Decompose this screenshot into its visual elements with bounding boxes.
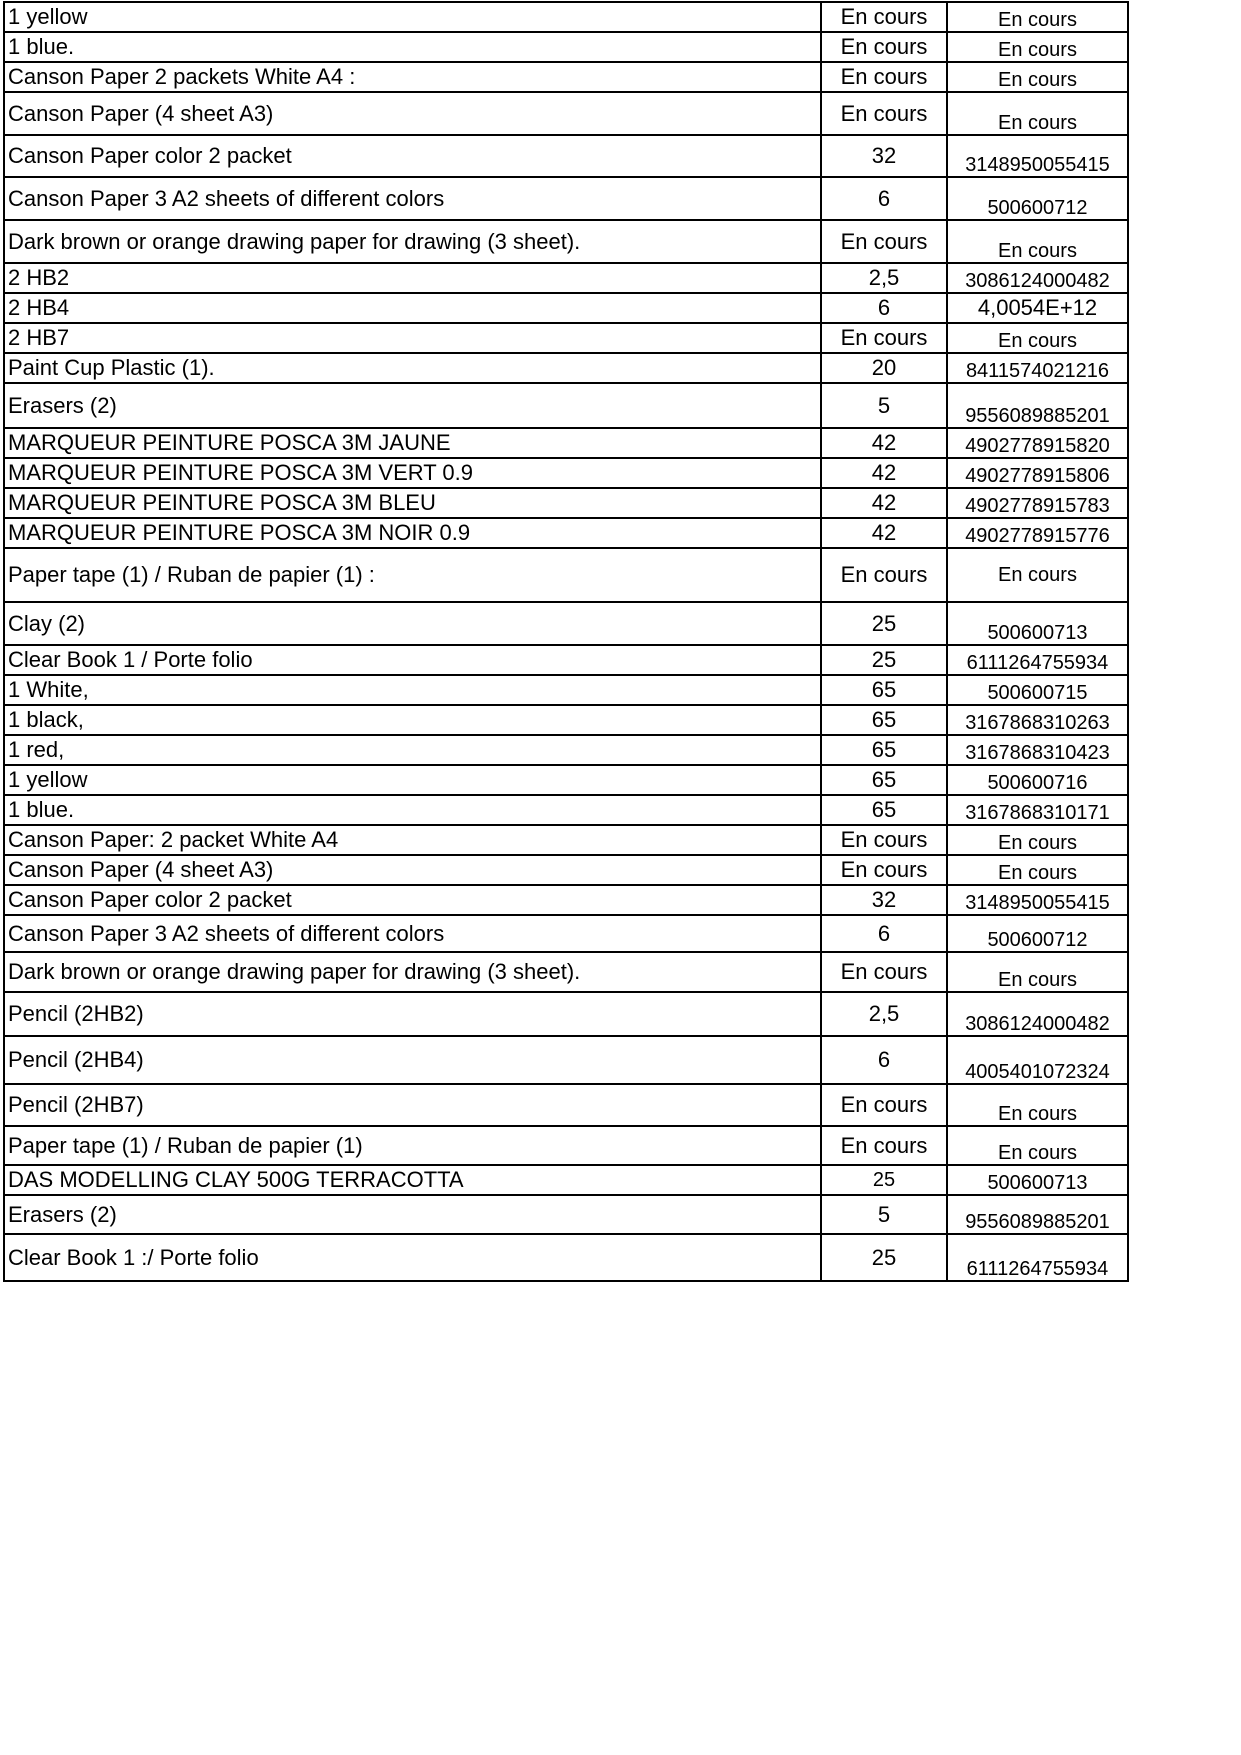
table-row: [4, 1126, 1128, 1165]
item-description: Canson Paper (4 sheet A3): [4, 92, 821, 135]
item-price: 42: [821, 458, 947, 488]
item-description: Pencil (2HB2): [4, 992, 821, 1036]
item-description: DAS MODELLING CLAY 500G TERRACOTTA: [4, 1165, 821, 1195]
item-code: 6111264755934: [947, 645, 1128, 675]
table-row: [4, 1084, 1128, 1126]
item-code: En cours: [947, 2, 1128, 32]
item-description: Clear Book 1 :/ Porte folio: [4, 1234, 821, 1281]
item-code: En cours: [947, 825, 1128, 855]
table-row: [4, 705, 1128, 735]
item-price: 2,5: [821, 263, 947, 293]
item-description: Clay (2): [4, 602, 821, 645]
table-row: [4, 645, 1128, 675]
table-row: [4, 323, 1128, 353]
table-row: [4, 885, 1128, 915]
table-row: [4, 915, 1128, 952]
item-description: Paper tape (1) / Ruban de papier (1): [4, 1126, 821, 1165]
item-code: 4902778915776: [947, 518, 1128, 548]
item-code: En cours: [947, 1084, 1128, 1126]
item-code: 9556089885201: [947, 1195, 1128, 1234]
item-code: 500600715: [947, 675, 1128, 705]
table-row: [4, 1234, 1128, 1281]
item-description: Canson Paper color 2 packet: [4, 135, 821, 177]
item-price: En cours: [821, 2, 947, 32]
item-description: Erasers (2): [4, 383, 821, 428]
item-description: Paint Cup Plastic (1).: [4, 353, 821, 383]
item-code: En cours: [947, 32, 1128, 62]
item-price: En cours: [821, 62, 947, 92]
item-description: Dark brown or orange drawing paper for drawing (3 sheet).: [4, 952, 821, 992]
item-price: En cours: [821, 323, 947, 353]
item-description: MARQUEUR PEINTURE POSCA 3M JAUNE: [4, 428, 821, 458]
item-description: 1 yellow: [4, 765, 821, 795]
item-price: 25: [821, 602, 947, 645]
table-row: [4, 1036, 1128, 1084]
item-code: 3148950055415: [947, 135, 1128, 177]
table-row: [4, 825, 1128, 855]
item-code: 9556089885201: [947, 383, 1128, 428]
item-code: 500600716: [947, 765, 1128, 795]
item-description: MARQUEUR PEINTURE POSCA 3M VERT 0.9: [4, 458, 821, 488]
item-description: 1 blue.: [4, 32, 821, 62]
item-code: En cours: [947, 92, 1128, 135]
table-row: [4, 855, 1128, 885]
item-code: En cours: [947, 855, 1128, 885]
table-row: [4, 675, 1128, 705]
item-description: 1 White,: [4, 675, 821, 705]
item-description: MARQUEUR PEINTURE POSCA 3M BLEU: [4, 488, 821, 518]
item-code: 8411574021216: [947, 353, 1128, 383]
item-price: 42: [821, 518, 947, 548]
item-price: 65: [821, 735, 947, 765]
table-row: [4, 62, 1128, 92]
item-description: 2 HB2: [4, 263, 821, 293]
item-description: Clear Book 1 / Porte folio: [4, 645, 821, 675]
item-code: 500600713: [947, 602, 1128, 645]
item-price: 5: [821, 383, 947, 428]
table-row: [4, 383, 1128, 428]
item-description: Canson Paper 2 packets White A4 :: [4, 62, 821, 92]
item-price: 32: [821, 135, 947, 177]
item-price: En cours: [821, 1126, 947, 1165]
table-row: [4, 518, 1128, 548]
item-code: 3167868310263: [947, 705, 1128, 735]
table-row: [4, 548, 1128, 602]
item-code: En cours: [947, 952, 1128, 992]
table-row: [4, 488, 1128, 518]
item-price: En cours: [821, 32, 947, 62]
item-price: 42: [821, 488, 947, 518]
table-row: [4, 32, 1128, 62]
item-description: 1 blue.: [4, 795, 821, 825]
table-row: [4, 92, 1128, 135]
table-row: [4, 428, 1128, 458]
item-price: 5: [821, 1195, 947, 1234]
item-price: En cours: [821, 825, 947, 855]
item-code: 4902778915820: [947, 428, 1128, 458]
table-row: [4, 1165, 1128, 1195]
table-row: [4, 1195, 1128, 1234]
item-price: 25: [821, 645, 947, 675]
item-code: 500600712: [947, 915, 1128, 952]
item-price: 42: [821, 428, 947, 458]
item-price: 6: [821, 177, 947, 220]
table-row: [4, 765, 1128, 795]
item-code: En cours: [947, 220, 1128, 263]
item-price: 65: [821, 705, 947, 735]
item-code: 4902778915783: [947, 488, 1128, 518]
table-row: [4, 992, 1128, 1036]
table-row: [4, 263, 1128, 293]
item-code: 3086124000482: [947, 992, 1128, 1036]
item-price: 25: [821, 1234, 947, 1281]
item-price: 65: [821, 765, 947, 795]
item-code: En cours: [947, 548, 1128, 602]
item-code: 4005401072324: [947, 1036, 1128, 1084]
item-code: 3167868310423: [947, 735, 1128, 765]
item-price: 6: [821, 1036, 947, 1084]
table-row: [4, 795, 1128, 825]
item-code: En cours: [947, 1126, 1128, 1165]
table-row: [4, 353, 1128, 383]
table-row: [4, 177, 1128, 220]
item-description: 2 HB7: [4, 323, 821, 353]
item-price: En cours: [821, 220, 947, 263]
item-price: 65: [821, 675, 947, 705]
item-description: Pencil (2HB4): [4, 1036, 821, 1084]
item-price: 32: [821, 885, 947, 915]
supplies-table: [3, 1, 1129, 1282]
item-description: Canson Paper color 2 packet: [4, 885, 821, 915]
item-code: 3148950055415: [947, 885, 1128, 915]
item-code: 3086124000482: [947, 263, 1128, 293]
item-price: 20: [821, 353, 947, 383]
table-row: [4, 220, 1128, 263]
item-code: 4902778915806: [947, 458, 1128, 488]
item-code: En cours: [947, 323, 1128, 353]
item-description: Canson Paper: 2 packet White A4: [4, 825, 821, 855]
item-code: 6111264755934: [947, 1234, 1128, 1281]
item-code: En cours: [947, 62, 1128, 92]
table-row: [4, 602, 1128, 645]
table-row: [4, 735, 1128, 765]
table-row: [4, 458, 1128, 488]
item-description: Pencil (2HB7): [4, 1084, 821, 1126]
table-row: [4, 135, 1128, 177]
item-price: 65: [821, 795, 947, 825]
table-row: [4, 2, 1128, 32]
item-description: Erasers (2): [4, 1195, 821, 1234]
item-price: 6: [821, 915, 947, 952]
item-description: MARQUEUR PEINTURE POSCA 3M NOIR 0.9: [4, 518, 821, 548]
item-price: 25: [821, 1165, 947, 1195]
item-description: Dark brown or orange drawing paper for drawing (3 sheet).: [4, 220, 821, 263]
table-row: [4, 293, 1128, 323]
item-code: 500600712: [947, 177, 1128, 220]
item-price: En cours: [821, 1084, 947, 1126]
item-price: En cours: [821, 952, 947, 992]
item-price: En cours: [821, 855, 947, 885]
item-description: Canson Paper (4 sheet A3): [4, 855, 821, 885]
item-code: 500600713: [947, 1165, 1128, 1195]
item-description: Canson Paper 3 A2 sheets of different colors: [4, 177, 821, 220]
item-description: 1 red,: [4, 735, 821, 765]
table-row: [4, 952, 1128, 992]
item-description: 1 black,: [4, 705, 821, 735]
item-description: Canson Paper 3 A2 sheets of different colors: [4, 915, 821, 952]
item-price: 6: [821, 293, 947, 323]
item-description: 1 yellow: [4, 2, 821, 32]
item-price: En cours: [821, 92, 947, 135]
item-code: 3167868310171: [947, 795, 1128, 825]
item-price: 2,5: [821, 992, 947, 1036]
item-description: Paper tape (1) / Ruban de papier (1) :: [4, 548, 821, 602]
item-description: 2 HB4: [4, 293, 821, 323]
item-price: En cours: [821, 548, 947, 602]
item-code: 4,0054E+12: [947, 293, 1128, 323]
